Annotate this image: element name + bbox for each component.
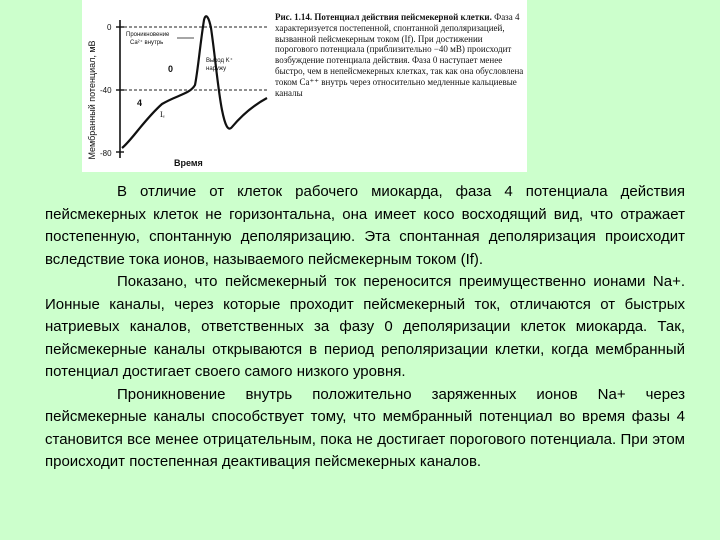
tick-label-m80: -80 — [100, 149, 112, 158]
x-axis-label: Время — [174, 158, 203, 168]
phase-0-label: 0 — [168, 64, 174, 74]
annotation-ca-in: Проникновение Ca²⁺ внутрь — [126, 32, 170, 46]
caption-title: Рис. 1.14. Потенциал действия пейсмекерной клетки. — [275, 12, 492, 22]
tick-label-m40: -40 — [100, 86, 112, 95]
annotation-k-out: Выход K⁺ наружу — [206, 58, 233, 72]
paragraph-1: В отличие от клеток рабочего миокарда, фаза 4 потенциала действия пейсмекерных клеток не горизонтальна, она имеет косо восходящий вид, что отражает постепенную, спонтанную деполяризацию. Эта спонтанная деполяризация происходит вследствие тока ионов, называемого пейсмекерным током (If). — [45, 183, 685, 268]
phase-4-label: 4 — [137, 98, 143, 108]
current-label: Iₑ — [160, 110, 165, 119]
caption-text: Фаза 4 характеризуется постепенной, спонтанной деполяризацией, вызванной пейсмекерным током (If). При достижении порогового потенциала (приблизительно −40 мВ) происходит возбуждение потенциала действия. Фаза 0 наступает менее быстро, чем в непейсмекерных клетках, так как она обусловлена током Ca⁺⁺ внутрь через относительно медленные кальциевые каналы — [275, 12, 524, 98]
paragraph-2: Показано, что пейсмекерный ток переносится преимущественно ионами Na+. Ионные каналы, через которые проходит пейсмекерный ток, отличаются от быстрых натриевых каналов, ответственных за фазу 0 деполяризации клеток миокарда. Так, пейсмекерные каналы открываются в период реполяризации клетки, когда мембранный потенциал достигает своего самого низкого уровня. — [45, 273, 685, 380]
tick-label-0: 0 — [107, 23, 112, 32]
action-potential-figure — [82, 0, 527, 172]
y-axis-label: Мембранный потенциал, мВ — [87, 40, 97, 160]
paragraph-3: Проникновение внутрь положительно заряженных ионов Na+ через пейсмекерные каналы способствует тому, что мембранный потенциал во время фазы 4 становится все менее отрицательным, пока не достигает порогового потенциала. При этом происходит постепенная деактивация пейсмекерных каналов. — [45, 385, 685, 470]
action-potential-plot — [82, 0, 272, 172]
figure-caption — [275, 12, 525, 98]
body-text — [45, 181, 685, 474]
